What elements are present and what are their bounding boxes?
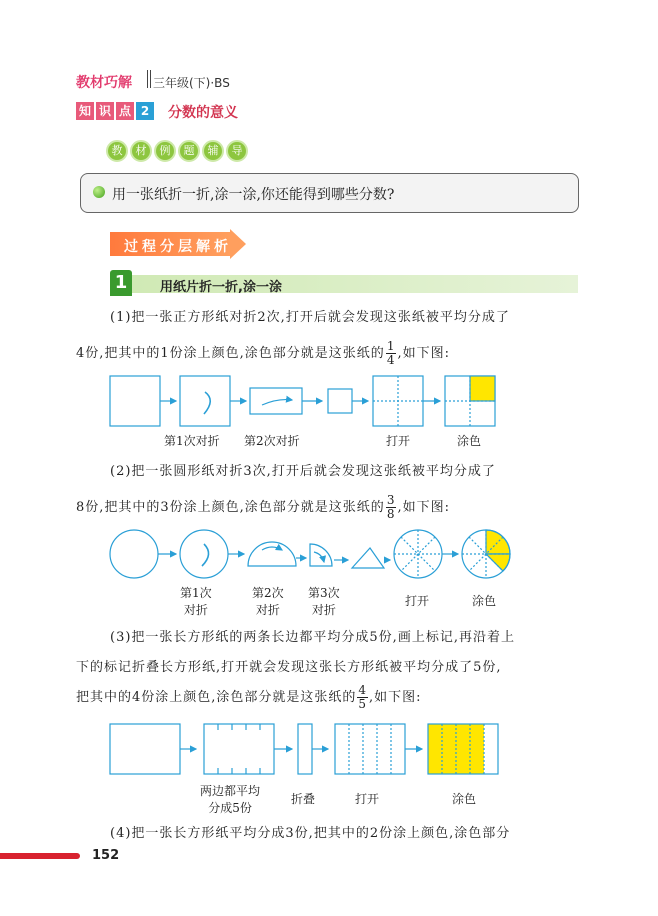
diagram-rectangle-fold [100, 718, 510, 780]
fraction-three-eighths [386, 494, 397, 521]
knowledge-point-title: 分数的意义 [168, 105, 238, 121]
part1-line1: (1)把一张正方形纸对折2次,打开后就会发现这张纸被平均分成了 [110, 310, 510, 325]
step-number: 1 [110, 270, 132, 296]
bullet-icon [93, 186, 105, 198]
example-tag-char: 导 [226, 140, 248, 162]
part1-line2 [76, 340, 450, 367]
part1-line2-post: ,如下图: [397, 346, 450, 361]
frac-denominator: 8 [386, 507, 396, 521]
example-tag-char: 材 [130, 140, 152, 162]
caption: 第2次对折 [244, 434, 300, 448]
example-tag-char: 辅 [202, 140, 224, 162]
caption: 打开 [355, 792, 380, 806]
caption: 折叠 [291, 792, 316, 806]
caption-line: 第2次 [252, 586, 284, 600]
question-text: 用一张纸折一折,涂一涂,你还能得到哪些分数? [112, 187, 395, 203]
example-tag [106, 140, 248, 162]
process-banner-arrow [230, 229, 246, 259]
process-banner-label: 过程分层解析 [124, 239, 232, 255]
caption-line: 对折 [255, 603, 280, 617]
caption: 涂色 [452, 792, 477, 806]
page-number: 152 [92, 848, 120, 863]
caption-line: 对折 [183, 603, 208, 617]
header-separator [147, 70, 151, 88]
frac-numerator: 1 [386, 339, 396, 353]
kp-char: 点 [116, 102, 134, 120]
part2-line2-pre: 8份,把其中的3份涂上颜色,涂色部分就是这张纸的 [76, 500, 385, 515]
example-tag-char: 例 [154, 140, 176, 162]
caption-line: 分成5份 [208, 801, 252, 815]
grade-label: 三年级(下)·BS [153, 76, 230, 90]
kp-char: 识 [96, 102, 114, 120]
series-title: 教材巧解 [76, 75, 132, 91]
frac-numerator: 3 [386, 493, 396, 507]
part1-line2-pre: 4份,把其中的1份涂上颜色,涂色部分就是这张纸的 [76, 346, 385, 361]
caption-line: 两边都平均 [200, 784, 261, 798]
frac-denominator: 5 [358, 697, 368, 711]
step-title: 用纸片折一折,涂一涂 [160, 280, 282, 295]
example-tag-char: 题 [178, 140, 200, 162]
diagram-circle-fold [100, 526, 520, 582]
kp-char: 知 [76, 102, 94, 120]
caption-line: 对折 [311, 603, 336, 617]
kp-number: 2 [136, 102, 154, 120]
fraction-four-fifths [357, 684, 368, 711]
part4-line1: (4)把一张长方形纸平均分成3份,把其中的2份涂上颜色,涂色部分 [110, 826, 511, 841]
part3-line3 [76, 684, 422, 711]
frac-numerator: 4 [358, 683, 368, 697]
diagram-square-fold [100, 370, 510, 430]
example-tag-char: 教 [106, 140, 128, 162]
caption-line: 第1次 [180, 586, 212, 600]
caption [252, 584, 284, 618]
part3-line3-pre: 把其中的4份涂上颜色,涂色部分就是这张纸的 [76, 690, 357, 705]
page-footer-bar [0, 853, 80, 859]
part2-line2 [76, 494, 450, 521]
caption [200, 782, 260, 816]
caption-line: 第3次 [308, 586, 340, 600]
caption: 第1次对折 [164, 434, 220, 448]
part3-line3-post: ,如下图: [369, 690, 422, 705]
caption: 涂色 [457, 434, 482, 448]
fraction-one-quarter [386, 340, 397, 367]
part2-line2-post: ,如下图: [397, 500, 450, 515]
part3-line2: 下的标记折叠长方形纸,打开就会发现这张长方形纸被平均分成了5份, [76, 660, 502, 675]
frac-denominator: 4 [386, 353, 396, 367]
caption [180, 584, 212, 618]
caption: 打开 [405, 594, 430, 608]
caption: 涂色 [472, 594, 497, 608]
part3-line1: (3)把一张长方形纸的两条长边都平均分成5份,画上标记,再沿着上 [110, 630, 515, 645]
caption [308, 584, 340, 618]
part2-line1: (2)把一张圆形纸对折3次,打开后就会发现这张纸被平均分成了 [110, 464, 496, 479]
knowledge-point-badge [76, 102, 156, 120]
caption: 打开 [386, 434, 411, 448]
